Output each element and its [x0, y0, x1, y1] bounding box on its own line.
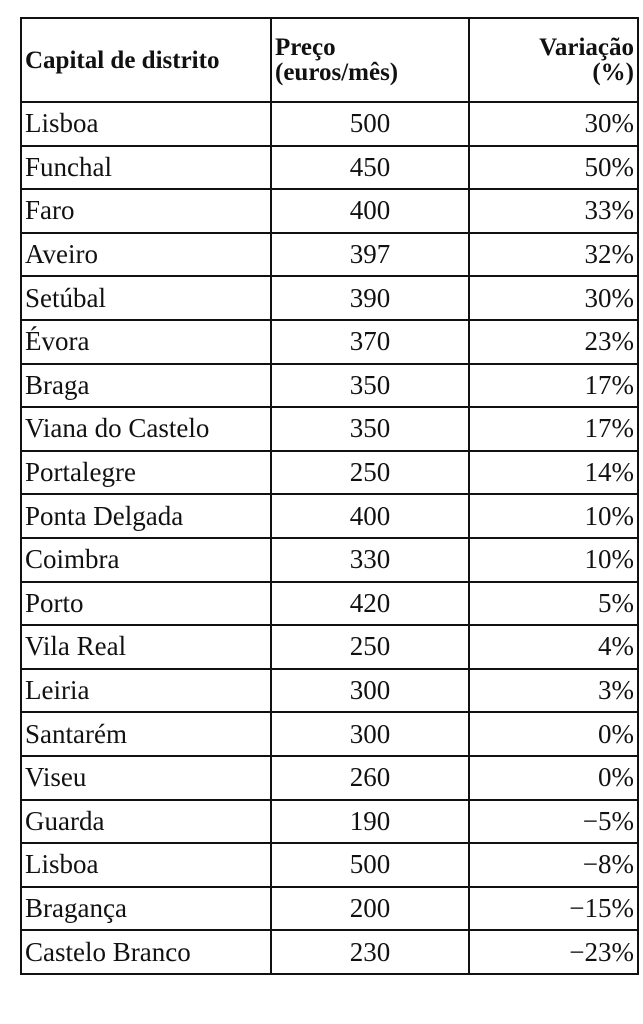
table-row	[21, 887, 638, 931]
table-row	[21, 582, 638, 626]
price-cell: 250	[271, 625, 469, 669]
header-variation-line2: (%)	[592, 59, 634, 86]
table-row	[21, 800, 638, 844]
variation-cell: −23%	[469, 930, 638, 974]
table-row	[21, 625, 638, 669]
city-cell: Portalegre	[21, 451, 271, 495]
city-cell: Castelo Branco	[21, 930, 271, 974]
city-cell: Faro	[21, 189, 271, 233]
variation-cell: 3%	[469, 669, 638, 713]
price-cell: 500	[271, 102, 469, 146]
header-variation	[469, 18, 638, 102]
city-cell: Ponta Delgada	[21, 494, 271, 538]
variation-cell: 10%	[469, 494, 638, 538]
variation-cell: −15%	[469, 887, 638, 931]
city-cell: Santarém	[21, 712, 271, 756]
variation-cell: 32%	[469, 233, 638, 277]
price-cell: 330	[271, 538, 469, 582]
table-row	[21, 538, 638, 582]
table-row	[21, 102, 638, 146]
price-cell: 300	[271, 669, 469, 713]
price-cell: 190	[271, 800, 469, 844]
table-row	[21, 189, 638, 233]
city-cell: Vila Real	[21, 625, 271, 669]
price-cell: 450	[271, 146, 469, 190]
price-cell: 350	[271, 407, 469, 451]
variation-cell: 14%	[469, 451, 638, 495]
table-row	[21, 233, 638, 277]
table-row	[21, 712, 638, 756]
variation-cell: 0%	[469, 756, 638, 800]
table-row	[21, 451, 638, 495]
variation-cell: −5%	[469, 800, 638, 844]
variation-cell: 5%	[469, 582, 638, 626]
price-cell: 230	[271, 930, 469, 974]
table-row	[21, 930, 638, 974]
table-row	[21, 756, 638, 800]
price-cell: 420	[271, 582, 469, 626]
city-cell: Setúbal	[21, 276, 271, 320]
variation-cell: 0%	[469, 712, 638, 756]
variation-cell: −8%	[469, 843, 638, 887]
table-row	[21, 320, 638, 364]
city-cell: Aveiro	[21, 233, 271, 277]
table-row	[21, 276, 638, 320]
price-cell: 400	[271, 494, 469, 538]
header-price-line1: Preço	[275, 34, 336, 61]
rent-price-table	[20, 17, 639, 975]
table-row	[21, 146, 638, 190]
city-cell: Viana do Castelo	[21, 407, 271, 451]
price-cell: 200	[271, 887, 469, 931]
header-variation-line1: Variação	[539, 34, 634, 61]
city-cell: Braga	[21, 364, 271, 408]
price-cell: 400	[271, 189, 469, 233]
city-cell: Lisboa	[21, 843, 271, 887]
variation-cell: 17%	[469, 364, 638, 408]
table-body	[21, 102, 638, 974]
header-price-line2: (euros/mês)	[275, 59, 399, 86]
variation-cell: 50%	[469, 146, 638, 190]
variation-cell: 23%	[469, 320, 638, 364]
city-cell: Funchal	[21, 146, 271, 190]
city-cell: Lisboa	[21, 102, 271, 146]
city-cell: Guarda	[21, 800, 271, 844]
price-cell: 370	[271, 320, 469, 364]
variation-cell: 30%	[469, 102, 638, 146]
city-cell: Viseu	[21, 756, 271, 800]
variation-cell: 4%	[469, 625, 638, 669]
table-row	[21, 669, 638, 713]
variation-cell: 30%	[469, 276, 638, 320]
table-row	[21, 494, 638, 538]
city-cell: Évora	[21, 320, 271, 364]
variation-cell: 17%	[469, 407, 638, 451]
price-cell: 500	[271, 843, 469, 887]
price-cell: 397	[271, 233, 469, 277]
table-row	[21, 364, 638, 408]
variation-cell: 33%	[469, 189, 638, 233]
header-city: Capital de distrito	[21, 18, 271, 102]
city-cell: Leiria	[21, 669, 271, 713]
city-cell: Coimbra	[21, 538, 271, 582]
price-cell: 300	[271, 712, 469, 756]
price-cell: 260	[271, 756, 469, 800]
variation-cell: 10%	[469, 538, 638, 582]
header-row	[21, 18, 638, 102]
table-row	[21, 407, 638, 451]
table-row	[21, 843, 638, 887]
price-cell: 390	[271, 276, 469, 320]
price-cell: 350	[271, 364, 469, 408]
city-cell: Bragança	[21, 887, 271, 931]
header-price	[271, 18, 469, 102]
city-cell: Porto	[21, 582, 271, 626]
price-cell: 250	[271, 451, 469, 495]
